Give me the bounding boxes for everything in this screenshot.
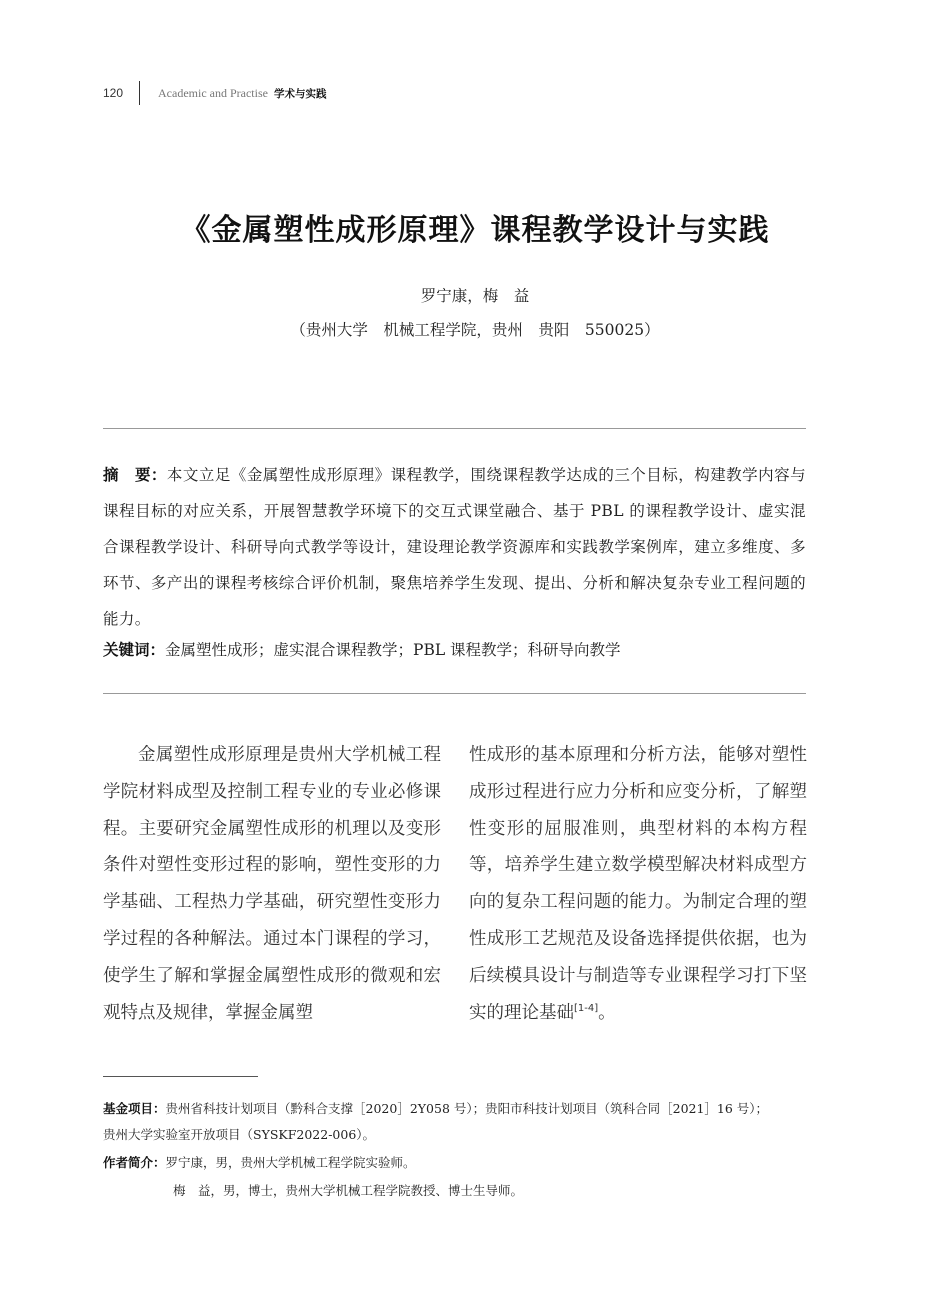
- abstract-text: 本文立足《金属塑性成形原理》课程教学，围绕课程教学达成的三个目标，构建教学内容与课程目标的对应关系，开展智慧教学环境下的交互式课堂融合、基于 PBL 的课程教学设计、虚实混合课程教学设计、科研导向式教学等设计，建设理论教学资源库和实践教学案例库，建立多维度、多环节、多产出的课程考核综合评价机制，聚焦培养学生发现、提出、分析和解决复杂专业工程问题的能力。: [103, 466, 806, 628]
- citation-ref: [1-4]: [574, 1002, 599, 1014]
- journal-name-en: Academic and Practise: [158, 85, 268, 100]
- journal-name-cn: 学术与实践: [273, 87, 327, 100]
- fund-footnote-cont: 贵州大学实验室开放项目（SYSKF2022-006）。: [103, 1127, 376, 1142]
- body-column-right: [469, 737, 807, 1031]
- fund-text: 贵州省科技计划项目（黔科合支撑［2020］2Y058 号）；贵阳市科技计划项目（筑科合同［2021］16 号）；: [165, 1101, 769, 1116]
- abstract: [103, 457, 806, 637]
- author-line: 罗宁康，梅 益: [420, 287, 530, 305]
- body-right-end: 。: [598, 1002, 616, 1023]
- fund-footnote: [103, 1096, 823, 1122]
- paper-title: 《金属塑性成形原理》课程教学设计与实践: [180, 213, 770, 248]
- author-bio-label: 作者简介：: [103, 1155, 166, 1170]
- footnote-rule: [103, 1076, 258, 1077]
- running-header: [103, 80, 326, 106]
- header-divider: [139, 81, 140, 105]
- author-bio-2: 梅 益，男，博士，贵州大学机械工程学院教授、博士生导师。: [173, 1183, 524, 1198]
- keywords: [103, 636, 806, 664]
- page-number: 120: [103, 86, 124, 100]
- author-bio-1: 罗宁康，男，贵州大学机械工程学院实验师。: [165, 1155, 416, 1170]
- abstract-label: 摘 要：: [103, 466, 167, 484]
- abstract-top-rule: [103, 428, 806, 429]
- body-right-text: 性成形的基本原理和分析方法，能够对塑性成形过程进行应力分析和应变分析，了解塑性变形的屈服准则，典型材料的本构方程等，培养学生建立数学模型解决材料成型方向的复杂工程问题的能力。为制定合理的塑性成形工艺规范及设备选择提供依据，也为后续模具设计与制造等专业课程学习打下坚实的理论基础: [469, 745, 807, 1023]
- fund-label: 基金项目：: [103, 1101, 166, 1116]
- affiliation-line: （贵州大学 机械工程学院，贵州 贵阳 550025）: [290, 321, 660, 339]
- keywords-text: 金属塑性成形；虚实混合课程教学；PBL 课程教学；科研导向教学: [165, 641, 621, 659]
- body-column-left: 金属塑性成形原理是贵州大学机械工程学院材料成型及控制工程专业的专业必修课程。主要研究金属塑性成形的机理以及变形条件对塑性变形过程的影响，塑性变形的力学基础、工程热力学基础，研究塑性变形力学过程的各种解法。通过本门课程的学习，使学生了解和掌握金属塑性成形的微观和宏观特点及规律，掌握金属塑: [103, 745, 441, 1023]
- keywords-label: 关键词：: [103, 641, 166, 659]
- author-footnote: [103, 1150, 823, 1176]
- abstract-bottom-rule: [103, 693, 806, 694]
